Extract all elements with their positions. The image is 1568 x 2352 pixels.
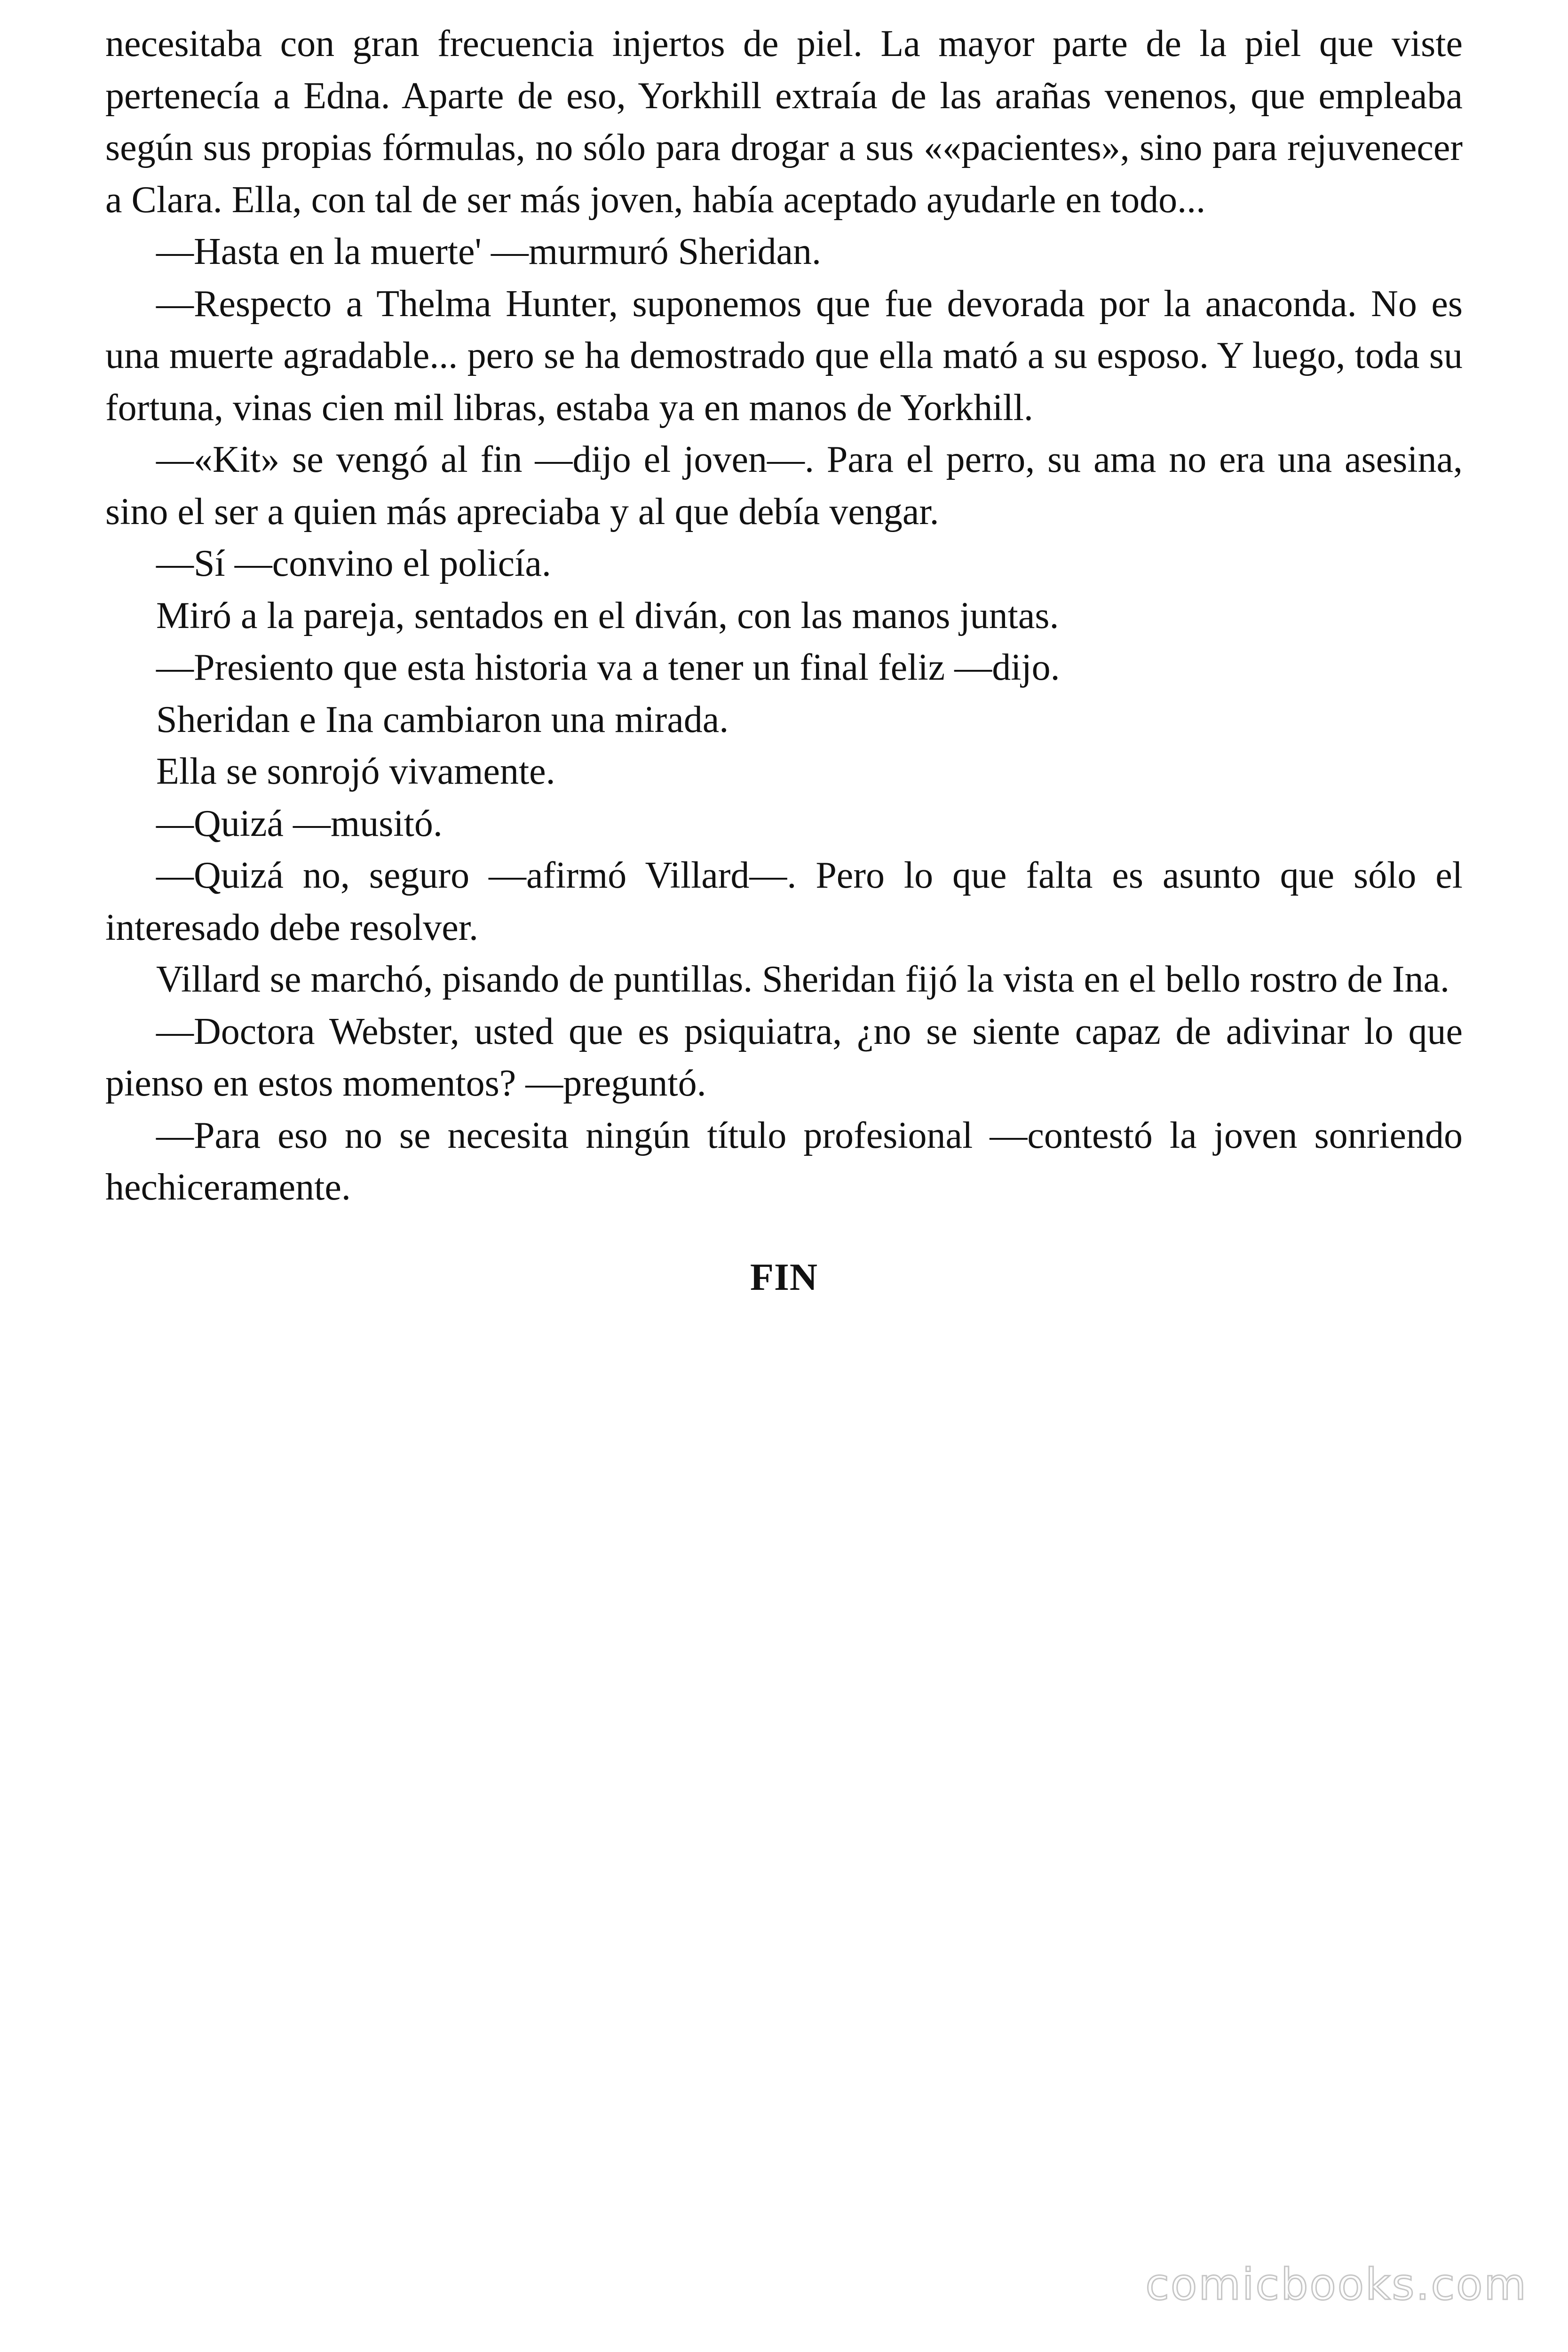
paragraph: —Quizá no, seguro —afirmó Villard—. Pero lo que falta es asunto que sólo el interesado debe resolver. [105,855,1463,948]
paragraph: —Hasta en la muerte' —murmuró Sheridan. [156,231,822,272]
paragraph: —Doctora Webster, usted que es psiquiatra, ¿no se siente capaz de adivinar lo que pienso en estos momentos? —preguntó. [105,1010,1463,1104]
paragraph: —Respecto a Thelma Hunter, suponemos que fue devorada por la anaconda. No es una muerte agradable... pero se ha demostrado que ella mató a su esposo. Y luego, toda su fortuna, vinas cien mil libras, estaba ya en manos de Yorkhill. [105,283,1463,429]
paragraph: Sheridan e Ina cambiaron una mirada. [156,699,729,740]
paragraph: Miró a la pareja, sentados en el diván, con las manos juntas. [156,595,1059,636]
paragraph: —Para eso no se necesita ningún título profesional —contestó la joven sonriendo hechiceramente. [105,1114,1463,1208]
paragraph: Villard se marchó, pisando de puntillas. Sheridan fijó la vista en el bello rostro de Ina. [156,959,1450,1000]
end-mark: FIN [750,1255,818,1298]
page-text [105,18,1463,1303]
watermark: comicbooks.com [1145,2259,1528,2310]
paragraph: Ella se sonrojó vivamente. [156,751,555,792]
paragraph: necesitaba con gran frecuencia injertos de piel. La mayor parte de la piel que viste pertenecía a Edna. Aparte de eso, Yorkhill extraía de las arañas venenos, que empleaba según sus propias fórmulas, no sólo para drogar a sus ««pacientes», sino para rejuvenecer a Clara. Ella, con tal de ser más joven, había aceptado ayudarle en todo... [105,23,1463,221]
paragraph: —Presiento que esta historia va a tener un final feliz —dijo. [156,647,1060,688]
paragraph: —Sí —convino el policía. [156,543,551,584]
paragraph: —Quizá —musitó. [156,803,443,844]
paragraph: —«Kit» se vengó al fin —dijo el joven—. Para el perro, su ama no era una asesina, sino el ser a quien más apreciaba y al que debía vengar. [105,439,1463,532]
